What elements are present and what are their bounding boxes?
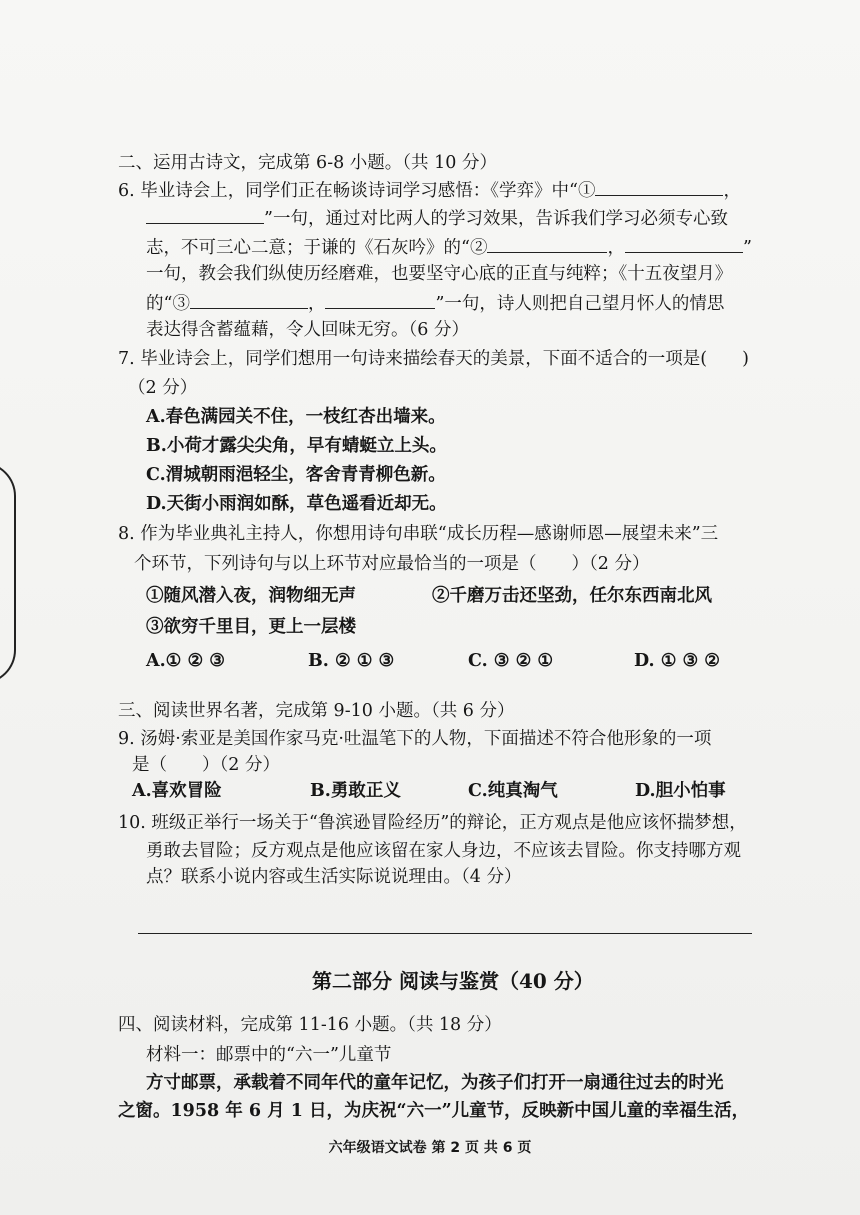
q8-option-c[interactable]: C. ③ ② ① (468, 651, 554, 671)
question-10-line-2: 勇敢去冒险；反方观点是他应该留在家人身边，不应该去冒险。你支持哪方观 (146, 841, 741, 861)
section-4-title: 四、阅读材料，完成第 11-16 小题。（共 18 分） (118, 1015, 502, 1035)
q6-text-2: ”一句，通过对比两人的学习效果，告诉我们学习必须专心致 (264, 209, 728, 229)
q8-option-b[interactable]: B. ② ① ③ (308, 651, 395, 671)
q9-option-d[interactable]: D.胆小怕事 (635, 781, 726, 801)
question-6-line-6: 表达得含蓄蕴藉，令人回味无穷。（6 分） (146, 320, 469, 340)
question-10-line-3: 点？联系小说内容或生活实际说说理由。（4 分） (146, 867, 522, 887)
question-9-stem-2: 是（ ）（2 分） (132, 755, 280, 775)
material-1-paragraph-line-2: 之窗。1958 年 6 月 1 日，为庆祝“六一”儿童节，反映新中国儿童的幸福生活， (118, 1101, 750, 1121)
q8-poem-3: ③欲穷千里目，更上一层楼 (146, 617, 356, 637)
q6-blank-3a[interactable] (190, 291, 308, 309)
q6-blank-3b[interactable] (325, 291, 435, 309)
q8-poem-1: ①随风潜入夜，润物细无声 (146, 586, 356, 606)
q6-text-5a: 的“③ (146, 294, 190, 314)
q6-text-1: 6. 毕业诗会上，同学们正在畅谈诗词学习感悟：《学弈》中“① (118, 181, 596, 201)
q6-text-5b: ”一句，诗人则把自己望月怀人的情思 (435, 294, 725, 314)
q8-option-d[interactable]: D. ① ③ ② (634, 651, 720, 671)
q8-poem-2: ②千磨万击还坚劲，任尔东西南北风 (432, 586, 712, 606)
question-6-line-3 (146, 235, 752, 259)
q7-option-d[interactable]: D.天街小雨润如酥，草色遥看近却无。 (146, 494, 447, 514)
q6-blank-1a[interactable] (595, 178, 723, 196)
question-10-line-1: 10. 班级正举行一场关于“鲁滨逊冒险经历”的辩论，正方观点是他应该怀揣梦想， (118, 813, 747, 833)
material-1-paragraph-line-1: 方寸邮票，承载着不同年代的童年记忆，为孩子们打开一扇通往过去的时光 (146, 1073, 724, 1093)
question-6-line-2 (146, 206, 728, 230)
question-7-score: （2 分） (128, 378, 198, 398)
q6-quote-3: ” (742, 238, 752, 258)
section-2-title: 二、运用古诗文，完成第 6-8 小题。（共 10 分） (118, 153, 497, 173)
question-6-line-5 (146, 291, 724, 315)
question-8-stem-2: 个环节，下列诗句与以上环节对应最恰当的一项是（ ）（2 分） (134, 554, 650, 574)
q9-option-b[interactable]: B.勇敢正义 (310, 781, 401, 801)
q6-comma-1: ， (723, 181, 741, 201)
part-2-title: 第二部分 阅读与鉴赏（40 分） (312, 969, 594, 993)
question-6-line-4: 一句，教会我们纵使历经磨难，也要坚守心底的正直与纯粹；《十五夜望月》 (146, 264, 733, 284)
question-8-stem-1: 8. 作为毕业典礼主持人，你想用诗句串联“成长历程—感谢师恩—展望未来”三 (118, 524, 719, 544)
question-9-stem: 9. 汤姆·索亚是美国作家马克·吐温笔下的人物，下面描述不符合他形象的一项 (118, 729, 712, 749)
binding-bracket (0, 462, 16, 684)
material-1-title: 材料一：邮票中的“六一”儿童节 (146, 1045, 392, 1065)
q6-comma-3: ， (607, 238, 625, 258)
q8-option-a[interactable]: A.① ② ③ (146, 651, 225, 671)
q7-option-c[interactable]: C.渭城朝雨浥轻尘，客舍青青柳色新。 (146, 465, 446, 485)
section-divider (138, 933, 752, 934)
question-6-line-1 (118, 178, 741, 202)
page-footer: 六年级语文试卷 第 2 页 共 6 页 (328, 1140, 532, 1156)
question-7-stem: 7. 毕业诗会上，同学们想用一句诗来描绘春天的美景，下面不适合的一项是( ) (118, 349, 749, 369)
q7-option-b[interactable]: B.小荷才露尖尖角，早有蜻蜓立上头。 (146, 436, 447, 456)
q6-blank-1b[interactable] (146, 206, 264, 224)
q6-blank-2a[interactable] (487, 235, 607, 253)
q6-text-3: 志，不可三心二意；于谦的《石灰吟》的“② (146, 238, 488, 258)
q9-option-c[interactable]: C.纯真淘气 (468, 781, 558, 801)
q9-option-a[interactable]: A.喜欢冒险 (132, 781, 222, 801)
q6-blank-2b[interactable] (625, 235, 743, 253)
q6-comma-5: ， (307, 294, 326, 314)
section-3-title: 三、阅读世界名著，完成第 9-10 小题。（共 6 分） (118, 701, 515, 721)
q7-option-a[interactable]: A.春色满园关不住，一枝红杏出墙来。 (146, 407, 446, 427)
